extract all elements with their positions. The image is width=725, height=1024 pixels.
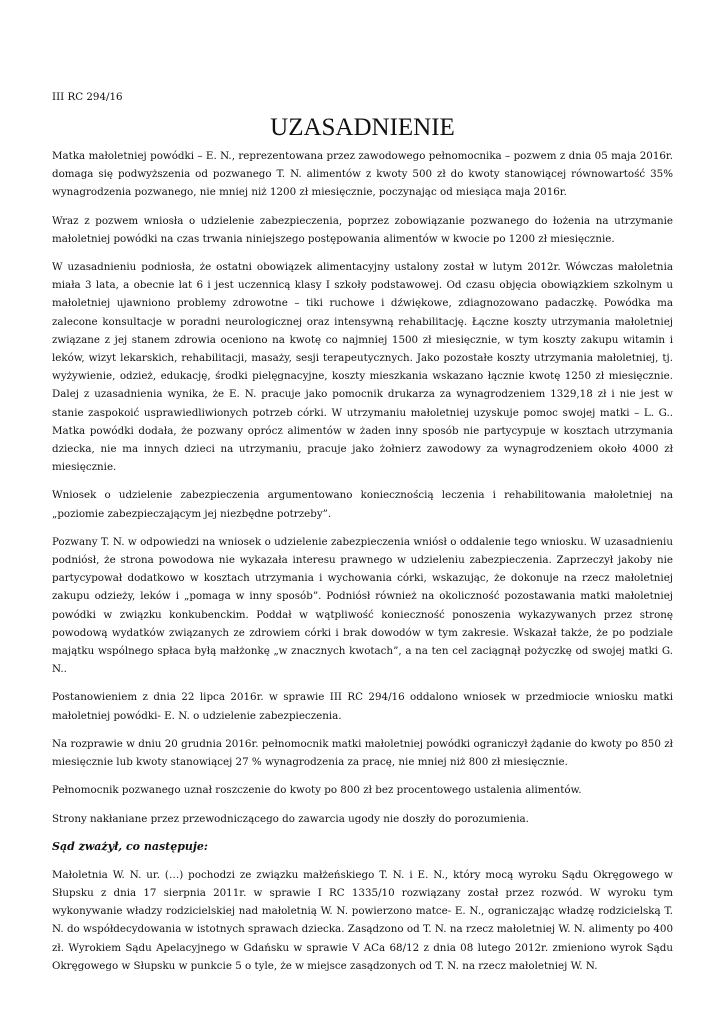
paragraph-justification: W uzasadnieniu podniosła, że ostatni obowiązek alimentacyjny ustalony został w lutym 2012r. Wówczas małoletnia miała 3 lata, a obecnie lat 6 i jest uczennicą klasy I szkoły podstawowej. Od czasu objęcia obowiązkiem szkolnym u małoletniej ujawniono problemy zdrowotne – tiki ruchowe i dźwiękowe, zdiagnozowano padaczkę. Powódka ma zalecone konsultacje w poradni neurologicznej oraz intensywną rehabilitację. Łączne koszty utrzymania małoletniej związane z jej stanem zdrowia oceniono na kwotę co najmniej 1500 zł miesięcznie, w tym koszty zakupu witamin i leków, wizyt lekarskich, rehabilitacji, masaży, sesji terapeutycznych. Jako pozostałe koszty utrzymania małoletniej, tj. wyżywienie, odzież, edukację, środki pielęgnacyjne, koszty mieszkania wskazano łącznie kwotę 1250 zł miesięcznie. Dalej z uzasadnienia wynika, że E. N. pracuje jako pomocnik drukarza za wynagrodzeniem 1329,18 zł i nie jest w stanie zaspokoić usprawiedliwionych potrzeb córki. W utrzymaniu małoletniej uzyskuje pomoc swojej matki – L. G.. Matka powódki dodała, że pozwany oprócz alimentów w żaden inny sposób nie partycypuje w kosztach utrzymania dziecka, nie ma innych dzieci na utrzymaniu, pracuje jako żołnierz zawodowy za wynagrodzeniem około 4000 zł miesięcznie. <box>52 261 673 474</box>
document-page <box>52 90 673 985</box>
paragraph-security-argument: Wniosek o udzielenie zabezpieczenia argumentowano koniecznością leczenia i rehabilitowania małoletniej na „poziomie zabezpieczającym jej niezbędne potrzeby”. <box>52 489 673 520</box>
paragraph-claim: Matka małoletniej powódki – E. N., reprezentowana przez zawodowego pełnomocnika – pozwem z dnia 05 maja 2016r. domaga się podwyższenia od pozwanego T. N. alimentów z kwoty 500 zł do kwoty stanowiącej równowartość 35% wynagrodzenia pozwanego, nie mniej niż 1200 zł miesięcznie, poczynając od miesiąca maja 2016r. <box>52 150 673 199</box>
case-number: III RC 294/16 <box>52 91 123 103</box>
paragraph-acknowledgement: Pełnomocnik pozwanego uznał roszczenie do kwoty po 800 zł bez procentowego ustalenia alimentów. <box>52 784 582 797</box>
paragraph-security-request: Wraz z pozwem wniosła o udzielenie zabezpieczenia, poprzez zobowiązanie pozwanego do łożenia na utrzymanie małoletniej powódki na czas trwania niniejszego postępowania alimentów w kwocie po 1200 zł miesięcznie. <box>52 214 673 245</box>
paragraph-defendant-response: Pozwany T. N. w odpowiedzi na wniosek o udzielenie zabezpieczenia wniósł o oddalenie tego wniosku. W uzasadnieniu podniósł, że strona powodowa nie wykazała interesu prawnego w udzieleniu zabezpieczenia. Zaprzeczył jakoby nie partycypował dodatkowo w kosztach utrzymania i wychowania córki, wskazując, że dokonuje na rzecz małoletniej zakupu odzieży, leków i „pomaga w inny sposób”. Podniósł również na okoliczność pozostawania matki małoletniej powódki w związku konkubenckim. Poddał w wątpliwość konieczność ponoszenia wykazywanych przez stronę powodową wydatków związanych ze zdrowiem córki i brak dowodów w tym zakresie. Wskazał także, że po podziale majątku wspólnego spłaca byłą małżonkę „w znacznych kwotach”, a na ten cel zaciągnął pożyczkę od swojej matki G. N.. <box>52 535 673 676</box>
section-heading: Sąd zważył, co następuje: <box>52 839 208 853</box>
paragraph-decision: Postanowieniem z dnia 22 lipca 2016r. w sprawie III RC 294/16 oddalono wniosek w przedmiocie wniosku matki małoletniej powódki- E. N. o udzielenie zabezpieczenia. <box>52 691 673 722</box>
paragraph-hearing: Na rozprawie w dniu 20 grudnia 2016r. pełnomocnik matki małoletniej powódki ograniczył żądanie do kwoty po 850 zł miesięcznie lub kwoty stanowiącej 27 % wynagrodzenia za pracę, nie mniej niż 800 zł miesięcznie. <box>52 737 673 769</box>
paragraph-settlement: Strony nakłaniane przez przewodniczącego do zawarcia ugody nie doszły do porozumienia. <box>52 812 529 825</box>
document-title: UZASADNIENIE <box>270 114 455 141</box>
paragraph-findings: Małoletnia W. N. ur. (…) pochodzi ze związku małżeńskiego T. N. i E. N., który mocą wyroku Sądu Okręgowego w Słupsku z dnia 17 sierpnia 2011r. w sprawie I RC 1335/10 rozwiązany został przez rozwód. W wyroku tym wykonywanie władzy rodzicielskiej nad małoletnią W. N. powierzono matce- E. N., ograniczając władzę rodzicielską T. N. do współdecydowania w istotnych sprawach dziecka. Zasądzono od T. N. na rzecz małoletniej W. N. alimenty po 400 zł. Wyrokiem Sądu Apelacyjnego w Gdańsku w sprawie V ACa 68/12 z dnia 08 lutego 2012r. zmieniono wyrok Sądu Okręgowego w Słupsku w punkcie 5 o tyle, że w miejsce zasądzonych od T. N. na rzecz małoletniej W. N. <box>52 868 673 972</box>
